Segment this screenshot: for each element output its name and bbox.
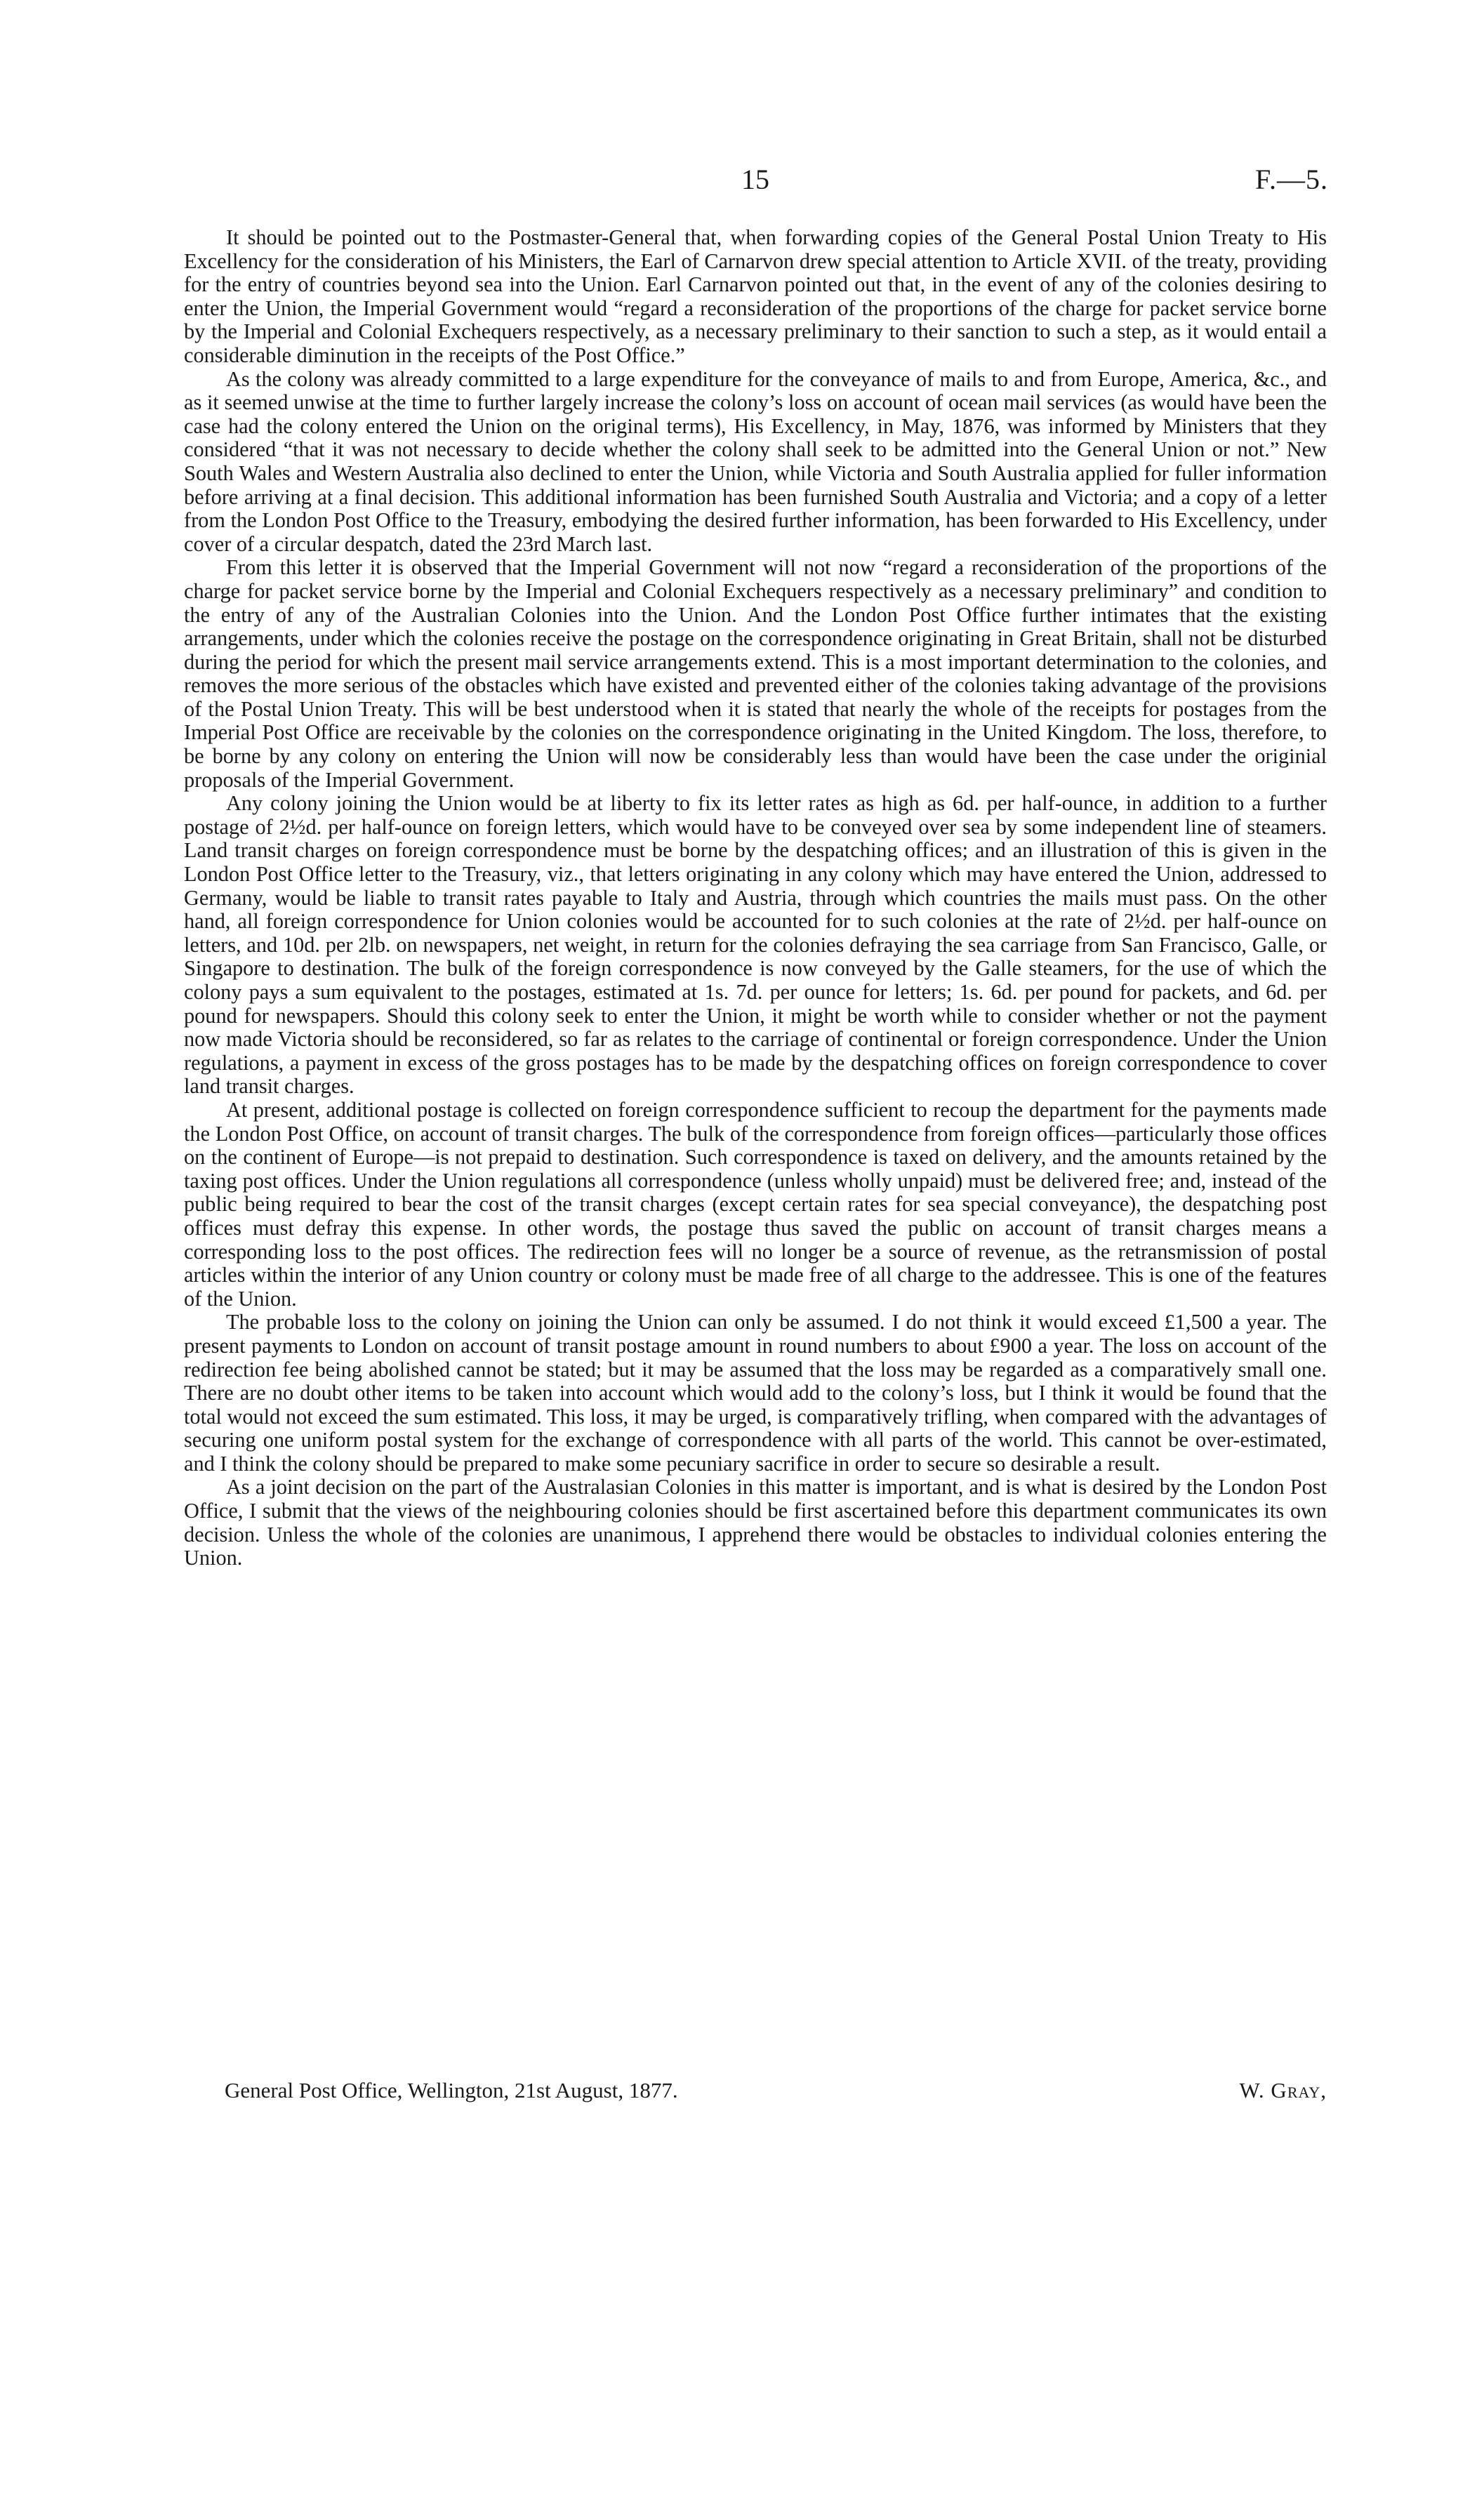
paragraph-4: Any colony joining the Union would be at liberty to fix its letter rates as high as 6d. per half-ounce, in addition to a further postage of 2½d. per half-ounce on foreign letters, which would have to be conveyed over sea by some independent line of steamers. Land transit charges on foreign correspondence must be borne by the despatching offices; and an illustration of this is given in the London Post Office letter to the Treasury, viz., that letters originating in any colony which may have entered the Union, addressed to Germany, would be liable to transit rates payable to Italy and Austria, through which countries the mails must pass. On the other hand, all foreign correspondence for Union colonies would be accounted for to such colonies at the rate of 2½d. per half-ounce on letters, and 10d. per 2lb. on newspapers, net weight, in return for the colonies defraying the sea carriage from San Francisco, Galle, or Singapore to destination. The bulk of the foreign correspondence is now conveyed by the Galle steamers, for the use of which the colony pays a sum equivalent to the postages, estimated at 1s. 7d. per ounce for letters; 1s. 6d. per pound for packets, and 6d. per pound for newspapers. Should this colony seek to enter the Union, it might be worth while to consider whether or not the payment now made Victoria should be reconsidered, so far as relates to the carriage of continental or foreign correspondence. Under the Union regulations, a payment in excess of the gross postages has to be made by the despatching offices on foreign correspondence to cover land transit charges. [184,791,1327,1099]
paragraph-5: At present, additional postage is collected on foreign correspondence sufficient to recoup the department for the payments made the London Post Office, on account of transit charges. The bulk of the correspondence from foreign offices—particularly those offices on the continent of Europe—is not prepaid to destination. Such correspondence is taxed on delivery, and the amounts retained by the taxing post offices. Under the Union regulations all correspondence (unless wholly unpaid) must be delivered free; and, instead of the public being required to bear the cost of the transit charges (except certain rates for sea special conveyance), the despatching post offices must defray this expense. In other words, the postage thus saved the public on account of transit charges means a corresponding loss to the post offices. The redirection fees will no longer be a source of revenue, as the retransmission of postal articles within the interior of any Union country or colony must be made free of all charge to the addressee. This is one of the features of the Union. [184,1097,1327,1311]
paper-reference: F.—5. [1254,164,1328,195]
paragraph-6: The probable loss to the colony on joining the Union can only be assumed. I do not think it would exceed £1,500 a year. The present payments to London on account of transit postage amount in round numbers to about £900 a year. The loss on account of the redirection fee being abolished cannot be stated; but it may be assumed that the loss may be regarded as a comparatively small one. There are no doubt other items to be taken into account which would add to the colony’s loss, but I think it would be found that the total would not exceed the sum estimated. This loss, it may be urged, is comparatively trifling, when compared with the advantages of securing one uniform postal system for the exchange of correspondence with all parts of the world. This cannot be over-estimated, and I think the colony should be prepared to make some pecuniary sacrifice in order to secure so desirable a result. [184,1310,1327,1476]
paragraph-2: As the colony was already committed to a large expenditure for the conveyance of mails to and from Europe, America, &c., and as it seemed unwise at the time to further largely increase the colony’s loss on account of ocean mail services (as would have been the case had the colony entered the Union on the original terms), His Excellency, in May, 1876, was informed by Ministers that they considered “that it was not necessary to decide whether the colony shall seek to be admitted into the General Union or not.” New South Wales and Western Australia also declined to enter the Union, while Victoria and South Australia applied for fuller information before arriving at a final decision. This additional information has been furnished South Australia and Victoria; and a copy of a letter from the London Post Office to the Treasury, embodying the desired further information, has been forwarded to His Excellency, under cover of a circular despatch, dated the 23rd March last. [184,366,1327,556]
body-text [184,226,1327,1570]
signature-line [184,2078,1327,2106]
paragraph-7: As a joint decision on the part of the Australasian Colonies in this matter is important, and is what is desired by the London Post Office, I submit that the views of the neighbouring colonies should be first ascertained before this department communicates its own decision. Unless the whole of the colonies are unanimous, I apprehend there would be obstacles to individual colonies entering the Union. [184,1475,1327,1570]
paragraph-3: From this letter it is observed that the Imperial Government will not now “regard a reconsideration of the proportions of the charge for packet service borne by the Imperial and Colonial Exchequers respectively as a necessary preliminary” and condition to the entry of any of the Australian Colonies into the Union. And the London Post Office further intimates that the existing arrangements, under which the colonies receive the postage on the correspondence originating in Great Britain, shall not be disturbed during the period for which the present mail service arrangements extend. This is a most important determination to the colonies, and removes the more serious of the obstacles which have existed and prevented either of the colonies taking advantage of the provisions of the Postal Union Treaty. This will be best understood when it is stated that nearly the whole of the receipts for postages from the Imperial Post Office are receivable by the colonies on the correspondence originating in the United Kingdom. The loss, therefore, to be borne by any colony on entering the Union will now be considerably less than would have been the case under the originial proposals of the Imperial Government. [184,555,1327,792]
signature-name: W. Gray, [1239,2078,1327,2102]
paragraph-1: It should be pointed out to the Postmaster-General that, when forwarding copies of the General Postal Union Treaty to His Excellency for the consideration of his Ministers, the Earl of Carnarvon drew special attention to Article XVII. of the treaty, providing for the entry of countries beyond sea into the Union. Earl Carnarvon pointed out that, in the event of any of the colonies desiring to enter the Union, the Imperial Government would “regard a reconsideration of the proportions of the charge for packet service borne by the Imperial and Colonial Exchequers respectively, as a necessary preliminary to their sanction to such a step, as it would entail a considerable diminution in the receipts of the Post Office.” [184,225,1327,367]
page-header [183,163,1328,205]
page-number: 15 [741,164,769,195]
signature-place-date: General Post Office, Wellington, 21st August, 1877. [225,2078,678,2102]
